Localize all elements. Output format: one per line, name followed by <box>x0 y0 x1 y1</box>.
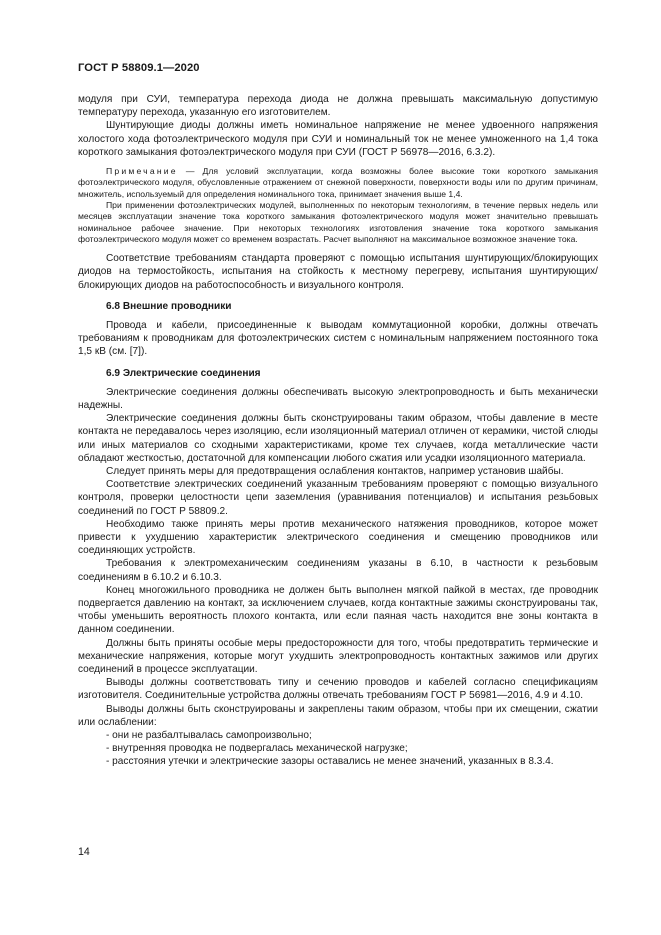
section-heading: 6.8 Внешние проводники <box>106 300 232 312</box>
paragraph: Шунтирующие диоды должны иметь номинальное напряжение не менее удвоенного напряжения холостого хода фотоэлектрического модуля при СУИ и номинальный ток не менее умноженного на 1,4 тока короткого замыкания фотоэлектрического модуля при СУИ (ГОСТ Р 56978—2016, 6.3.2). <box>78 120 598 158</box>
paragraph: Электрические соединения должны обеспечивать высокую электропроводность и быть механически надежны. <box>78 386 598 411</box>
paragraph: Соответствие требованиям стандарта проверяют с помощью испытания шунтирующих/блокирующих диодов на термостойкость, испытания на стойкость к местному перегреву, испытания шунтирующих/блокирующих диодов на работоспособность и визуального контроля. <box>78 253 598 291</box>
page-body <box>78 93 598 769</box>
paragraph: Выводы должны соответствовать типу и сечению проводов и кабелей согласно спецификациям изготовителя. Соединительные устройства должны отвечать требованиям ГОСТ Р 56981—2016, 4.9 и 4.10. <box>78 677 598 702</box>
paragraph: Должны быть приняты особые меры предосторожности для того, чтобы предотвратить термические и механические напряжения, которые могут ухудшить электропроводность контактных зажимов или других соединений в процессе эксплуатации. <box>78 637 598 675</box>
list-item: - внутренняя проводка не подвергалась механической нагрузке; <box>106 743 408 755</box>
list-item: - они не разбалтывалась самопроизвольно; <box>106 730 312 741</box>
note-label: Примечание <box>106 166 178 177</box>
note-text: — Для условий эксплуатации, когда возможны более высокие токи короткого замыкания фотоэлектрического модуля, обусловленные отражением от снежной поверхности, поверхности воды или по другим причинам, множитель, используемый для определения номинального тока, принимает значения выше 1,4. <box>78 166 598 199</box>
paragraph: Провода и кабели, присоединенные к выводам коммутационной коробки, должны отвечать требованиям к проводникам для фотоэлектрических систем с номинальным напряжением постоянного тока 1,5 кВ (см. [7]). <box>78 319 598 358</box>
paragraph: Выводы должны быть сконструированы и закреплены таким образом, чтобы при их смещении, сжатии или ослаблении: <box>78 703 598 728</box>
paragraph: Соответствие электрических соединений указанным требованиям проверяют с помощью визуального контроля, проверки целостности цепи заземления (уравнивания потенциалов) и испытания резьбовых соединений по ГОСТ Р 58809.2. <box>78 479 598 517</box>
note <box>78 166 598 200</box>
section-heading: 6.9 Электрические соединения <box>106 367 261 379</box>
paragraph: Требования к электромеханическим соединениям указаны в 6.10, в частности к резьбовым соединениям в 6.10.2 и 6.10.3. <box>78 558 598 583</box>
paragraph: модуля при СУИ, температура перехода диода не должна превышать максимальную допустимую температуру перехода, указанную его изготовителем. <box>78 94 598 119</box>
page-number: 14 <box>78 846 90 858</box>
paragraph: Следует принять меры для предотвращения ослабления контактов, например установив шайбы. <box>106 465 564 477</box>
note-continuation: При применении фотоэлектрических модулей, выполненных по некоторым технологиям, в течение первых недель или месяцев эксплуатации значение тока короткого замыкания фотоэлектрического модуля может значительно превышать номинальное рабочее значение. При некоторых технологиях изготовления значение тока короткого замыкания фотоэлектрического модуля может со временем возрастать. Расчет выполняют на максимальное возможное значение тока. <box>78 199 598 244</box>
standard-header: ГОСТ Р 58809.1—2020 <box>78 62 200 74</box>
paragraph: Необходимо также принять меры против механического натяжения проводников, которое может привести к ухудшению характеристик электрического соединения и смещению проводников или соединяющих устройств. <box>78 518 598 557</box>
paragraph: Электрические соединения должны быть сконструированы таким образом, чтобы давление в месте контакта не передавалось через изоляцию, если изоляционный материал отличен от керамики, чистой слюды или иных материалов со сходными характеристиками, кроме тех случаев, когда металлические части обладают жесткостью, достаточной для компенсации любого сжатия или усадки изоляционного материала. <box>78 413 599 464</box>
paragraph: Конец многожильного проводника не должен быть выполнен мягкой пайкой в местах, где проводник подвергается давлению на контакт, за исключением случаев, когда контактные зажимы сконструированы так, чтобы уменьшить вероятность плохого контакта, или если паяная часть находится вне зоны контакта в данном соединении. <box>78 584 598 636</box>
list-item: - расстояния утечки и электрические зазоры оставались не менее значений, указанных в 8.3.4. <box>106 756 554 768</box>
